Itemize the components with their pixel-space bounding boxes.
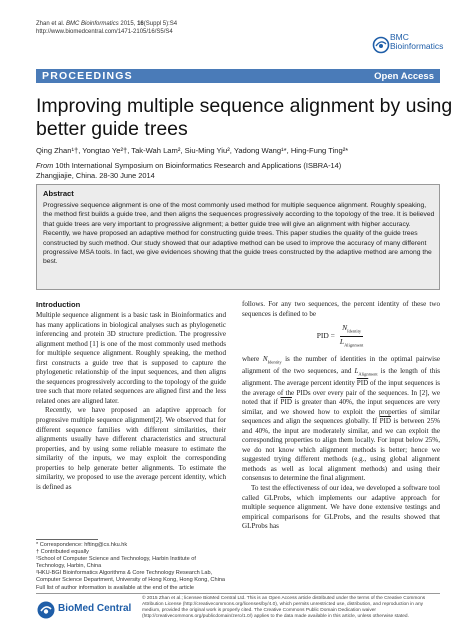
intro-paragraph-2: Recently, we have proposed an adaptive approach for progressive multiple sequence alignment[2]. We observed that for different sequence families with different similarities, their alignments usually have different characteristics and structural properties, and by using some reliable measure to estimate the similarity of the inputs, we may exploit the corresponding properties to help generate better alignments. To estimate the similarity, we proposed to use the average percent identity, which is defined as: [36, 406, 226, 491]
biomed-central-logo: [36, 598, 136, 622]
formula-denominator: $L_{Alignment}$: [339, 336, 364, 348]
left-column: [36, 300, 226, 492]
pid-explanation-paragraph: where $N_{Identity}$ is the number of identities in the optimal pairwise alignment of the two sequences, and $L_{Alignment}$ is the length of this alignment. The average percent identity $\overline{PID}$ of the input sequences is the average of the PIDs over every pair of the sequences. In [2], we noted that if $\overline{PID}$ is greater than 40%, the input sequences are very similar, and we showed how to exploit the properties of similar sequences and align the sequences globally. If $\overline{PID}$ is between 25% and 40%, the input are moderately similar, and we can exploit the corresponding properties to align them locally. For input below 25%, we do not know which alignment methods is better; hence we suggested trying different methods (e.g., using global alignment methods as well as local alignment methods) and using their consensus to determine the final alignment.: [242, 355, 440, 483]
affiliation-1: ¹School of Computer Science and Technology, Harbin Institute of Technology, Harbin, China: [36, 556, 196, 570]
citation-url[interactable]: http://www.biomedcentral.com/1471-2105/16/S5/S4: [36, 29, 173, 35]
formula-numerator: $N_{Identity}$: [340, 323, 363, 337]
equal-contribution-note: † Contributed equally: [36, 549, 89, 556]
journal-logo: [372, 16, 452, 56]
biomed-central-icon: [36, 600, 56, 620]
footer-divider: [36, 593, 440, 594]
from-label: From: [36, 161, 54, 170]
formula-lhs: PID =: [316, 331, 335, 341]
correspondence-note: * Correspondence: hfting@cs.hku.hk: [36, 542, 128, 548]
proceedings-banner: [36, 69, 440, 83]
right-column: [242, 300, 440, 532]
glprobs-paragraph: To test the effectiveness of our idea, we developed a software tool called GLProbs, which implements our adaptive approach for multiple sequence alignment. We have done extensive testings and empirical comparisons for GLProbs, and the results showed that GLProbs has: [242, 484, 440, 531]
citation-issue: (Suppl 5):S4: [143, 21, 178, 27]
citation-journal: BMC Bioinformatics: [66, 21, 119, 27]
author-list: Qing Zhan¹†, Yongtao Ye²†, Tak-Wah Lam², Siu-Ming Yiu², Yadong Wang¹*, Hing-Fung Ting²*: [36, 146, 349, 155]
citation-authors: Zhan et al.: [36, 21, 67, 27]
conference-name: 10th International Symposium on Bioinformatics Research and Applications (ISBRA-14): [53, 161, 342, 170]
footnote-divider: [36, 539, 98, 540]
formula-fraction: [338, 323, 365, 349]
citation-line-1: [36, 20, 177, 28]
citation-block: [36, 20, 177, 36]
open-access-label: Open Access: [374, 70, 434, 82]
abstract-box: [36, 184, 440, 290]
banner-section-label: PROCEEDINGS: [42, 70, 133, 82]
introduction-heading: Introduction: [36, 300, 81, 309]
footnotes: [36, 542, 226, 592]
conference-venue: Zhangjiajie, China. 28-30 June 2014: [36, 171, 155, 180]
citation-volume: 16: [137, 21, 144, 27]
conference-info: [36, 161, 456, 181]
biomed-central-text: BioMed Central: [58, 603, 132, 614]
avg-pid-symbol: $\overline{PID}$: [379, 417, 392, 426]
affiliation-2: ²HKU-BGI Bioinformatics Algorithms & Core Technology Research Lab, Computer Science Department, University of Hong Kong, Hong Kong, China: [36, 570, 226, 584]
abstract-heading: Abstract: [43, 189, 74, 198]
pid-intro-paragraph: follows. For any two sequences, the percent identity of these two sequences is defined to be: [242, 300, 440, 318]
logo-bmc-text: BMC: [390, 32, 409, 42]
intro-paragraph-1: Multiple sequence alignment is a basic task in Bioinformatics and has many applications in biological analyses such as phylogenetic inferencing and protein 3D structure prediction. The progressive alignment method [1] is one of the most commonly used methods for multiple sequence alignment. Roughly speaking, the method first constructs a guide tree that is supposed to capture the phylogenetic relationship of the input sequences, and then aligns the sequences progressively according to the topology of the guide tree such that more related sequences are aligned first and the less related ones are aligned later.: [36, 311, 226, 405]
author-info-note: Full list of author information is available at the end of the article: [36, 584, 194, 591]
abstract-text: Progressive sequence alignment is one of the most commonly used method for multiple sequence alignment. Roughly speaking, the method first builds a guide tree, and then aligns the sequences progressively according to the topology of the tree. It is believed that guide trees are very important to progressive alignment; a better guide tree will give an alignment with higher accuracy. Recently, we have proposed an adaptive method for constructing guide trees. This paper studies the quality of the guide trees constructed by such method. Our study showed that our adaptive method can be used to improve the accuracy of many different progressive MSA tools. In fact, we give evidences showing that the guide trees constructed by the adaptive method are among the best.: [43, 202, 435, 266]
logo-journal-text: Bioinformatics: [390, 41, 444, 51]
pid-formula: [242, 325, 440, 347]
license-text: © 2015 Zhan et al.; licensee BioMed Central Ltd. This is an Open Access article distributed under the terms of the Creative Commons Attribution License (http://creativecommons.org/licenses/by/4.0), which permits unrestricted use, distribution, and reproduction in any medium, provided the original work is properly cited. The Creative Commons Public Domain Dedication waiver (http://creativecommons.org/publicdomain/zero/1.0/) applies to the data made available in this article, unless otherwise stated.: [142, 596, 426, 619]
avg-pid-symbol: $\overline{PID}$: [280, 398, 292, 407]
citation-year: 2015,: [118, 21, 138, 27]
article-title: Improving multiple sequence alignment by using better guide trees: [36, 95, 453, 140]
avg-pid-symbol: $\overline{PID}$: [356, 379, 369, 387]
bmc-swirl-icon: [372, 36, 390, 54]
